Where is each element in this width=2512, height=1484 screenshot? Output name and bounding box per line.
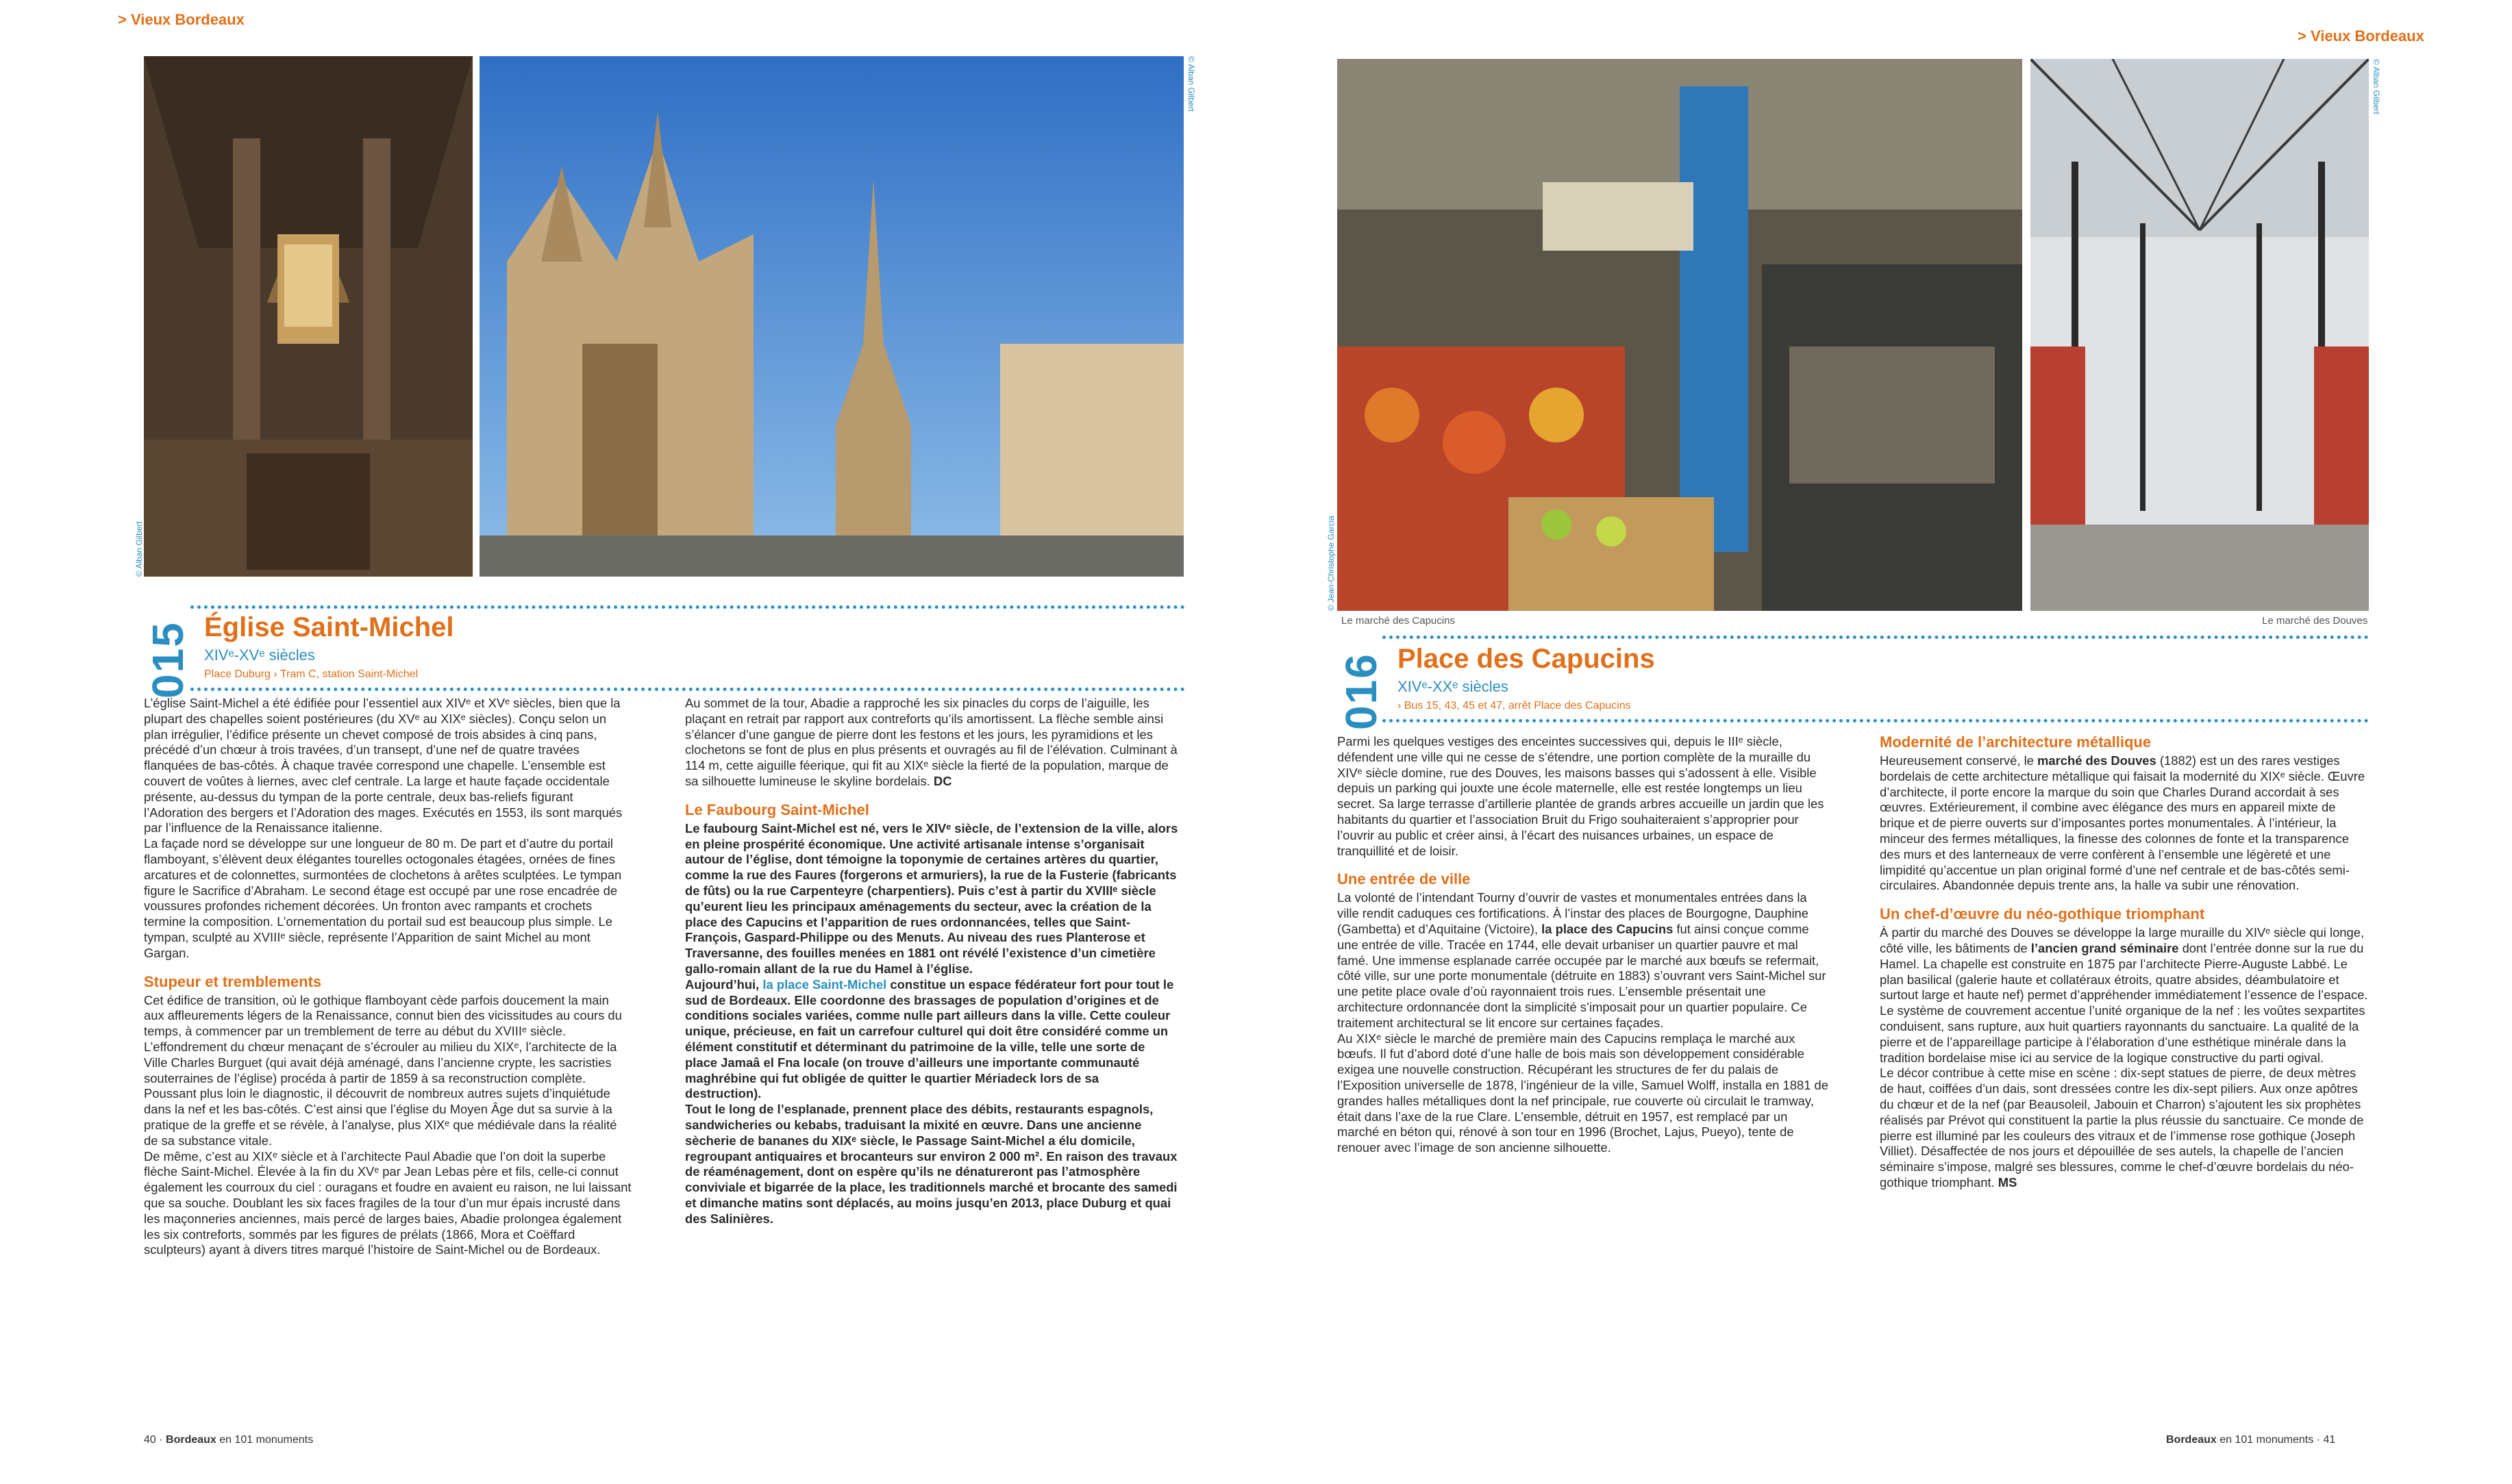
access-transport: › Tram C, station Saint-Michel — [270, 668, 419, 680]
entry-century-015: XIVᵉ-XVᵉ siècles — [204, 646, 315, 664]
dotted-rule-015-bottom — [190, 688, 1185, 691]
photo-church-interior — [144, 56, 473, 577]
entry-title-016: Place des Capucins — [1397, 644, 1655, 674]
credit-left-top: © Alban Gilbert — [1186, 56, 1196, 112]
entry015-subhead-2: Le Faubourg Saint-Michel — [685, 801, 869, 818]
entry016-text-2b: fut ainsi conçue comme une entrée de ville. Tracée en 1744, elle devait urbaniser un quartier pauvre et mal famé. Une immense esplanade carrée occupée par le marché aux bœufs se refermait, côté ville, sur une porte monumentale (détruite en 1883) s’ouvrant vers Saint-Michel sur une petite place ovale d’où rayonnaient trois rues. L’ensemble présentait une architecture ordonnancée dont la simplicité s’imposait pour un quartier populaire. Ce traitement architectural se lit encore sur certaines façades. Au XIXᵉ siècle le marché de première main des Capucins remplaça le marché aux bœufs. Il fut d’abord doté d’une halle de bois mais son développement considérable exigea une nouvelle construction. Récupérant les structures de fer du palais de l’Exposition universelle de 1878, l’ingénieur de la ville, Samuel Wolff, installa en 1881 de grandes halles métalliques dont la nef principale, rue couverte où circulait le tramway, était dans l’axe de la rue Clare. L’ensemble, détruit en 1957, est remplacé par un marché en béton qui, rénové à son tour en 1996 (Brochet, Lajus, Pueyo), tente de renouer avec l’image de son ancienne silhouette. — [1337, 921, 1828, 1155]
entry015-subhead-1: Stupeur et tremblements — [144, 972, 322, 990]
link-place-saint-michel[interactable]: la place Saint-Michel — [762, 977, 887, 992]
entry015-text-5a: Aujourd’hui, — [685, 977, 763, 992]
entry015-text-5b: constitue un espace fédérateur fort pour tout le sud de Bordeaux. Elle coordonne des brassages de population d’origines et de conditions sociales variées, comme nulle part ailleurs dans la ville. Cette couleur unique, précieuse, en fait un carrefour culturel qui doit être considéré comme un élément constitutif et déterminant du patrimoine de la ville, telle une sorte de place Jamaâ el Fna locale (on trouve d’ailleurs une importante communauté maghrébine qui fut obligée de quitter le quartier Mériadeck lors de sa destruction). Tout le long de l’esplanade, prennent place des débits, restaurants espagnols, sandwicheries ou kebabs, traduisant la mixité en œuvre. Dans une ancienne sècherie de bananes du XIXᵉ siècle, le Passage Saint-Michel a élu domicile, regroupant antiquaires et brocanteurs sur environ 2 000 m². En raison des travaux de réaménagement, dont on espère qu’ils ne dénatureront pas l’atmosphère conviviale et bigarrée de la place, les traditionnels marché et brocante des samedi et dimanche matins sont déplacés, au moins jusqu’en 2013, place Duburg et quai des Salinières. — [685, 977, 1178, 1226]
signature-dc: DC — [933, 773, 952, 788]
dotted-rule-016 — [1382, 636, 2369, 639]
entry016-subhead-1: Une entrée de ville — [1337, 870, 1471, 888]
entry016-grand-seminaire: l’ancien grand séminaire — [2030, 940, 2179, 955]
entry016-place-capucins: la place des Capucins — [1541, 921, 1674, 936]
entry016-text-4a: À partir du marché des Douves se développe la large muraille du XIVᵉ siècle qui longe, côté ville, les bâtiments de — [1880, 925, 2365, 955]
dotted-rule-016-bottom — [1382, 719, 2369, 722]
entry-access-015 — [204, 668, 418, 681]
page-number-left: 40 — [144, 1434, 156, 1446]
footer-right: Bordeaux en 101 monuments · 41 — [2166, 1434, 2336, 1446]
caption-douves: Le marché des Douves — [2262, 615, 2368, 627]
entry015-text-4: Le faubourg Saint-Michel est né, vers le XIVᵉ siècle, de l’extension de la ville, alors en pleine prospérité économique. Une activité artisanale intense s’organisait autour de l’église, dont témoigne la toponymie de certaines artères du quartier, comme la rue des Faures (forgerons et armuriers), la rue de la Fusterie (fabricants de fûts) ou la rue Carpenteyre (charpentiers). Puis c’est à partir du XVIIIᵉ siècle qu’eurent lieu les principaux aménagements du secteur, avec la création de la place des Capucins et l’apparition de rues ordonnancées, telles que Saint-François, Gaspard-Philippe ou des Menuts. Au niveau des rues Planterose et Traversanne, des fouilles menées en 1881 ont révélé l’existence d’un cimetière gallo-romain allant de la rue du Hamel à l’église. — [685, 820, 1178, 976]
credit-left-side: © Alban Gilbert — [134, 521, 144, 577]
access-place: Place Duburg — [204, 668, 271, 680]
entry-number-015: 015 — [143, 621, 192, 699]
entry016-text-intro: Parmi les quelques vestiges des enceintes successives qui, depuis le IIIᵉ siècle, défendent une ville qui ne cesse de s’étendre, une portion complète de la muraille du XIVᵉ siècle domine, rue des Douves, les maisons basses qui s’adossent à elle. Visible depuis un parking qui jouxte une école maternelle, elle est restée longtemps un lieu secret. Sa large terrasse d’artillerie plantée de grands arbres accueille un jardin que les habitants du quartier et l’association Bruit du Frigo souhaiteraient s’approprier pour l’ouvrir au public et créer ainsi, à l’écart des nuisances urbaines, un espace de tranquillité et de loisir. — [1337, 734, 1824, 858]
entry016-column-2 — [1880, 726, 2369, 1191]
entry-title-015: Église Saint-Michel — [204, 612, 454, 642]
footer-brand-left: Bordeaux — [166, 1434, 216, 1446]
caption-capucins: Le marché des Capucins — [1341, 615, 1455, 627]
entry-number-016: 016 — [1336, 653, 1386, 730]
entry015-text-5 — [685, 977, 1178, 1227]
entry016-text-3 — [1880, 753, 2369, 894]
running-head-left: > Vieux Bordeaux — [118, 11, 245, 28]
entry015-text-3-body: Au sommet de la tour, Abadie a rapproché les six pinacles du corps de l’aiguille, les plaçant en retrait par rapport aux contreforts qu’ils amortissent. La flèche semble ainsi s’élancer d’une gangue de pierre dont les festons et les jours, les pyramidions et les clochetons se font de plus en plus présents et ouvragés au fil de l’élévation. Culminant à 114 m, cette aiguille féerique, qui fit au XIXᵉ siècle la fierté de la population, marque de sa silhouette lumineuse le skyline bordelais. — [685, 696, 1178, 788]
entry016-text-2 — [1337, 890, 1829, 1156]
photo-marche-douves — [2030, 59, 2369, 611]
entry016-text-3b: (1882) est un des rares vestiges bordelais de cette architecture métallique qui faisait la modernité du XIXᵉ siècle. Œuvre d’architecte, il porte encore la marque du soin que Charles Durand accordait à ses œuvres. Extérieurement, il combine avec élégance des murs en appareil mixte de brique et de pierre ouverts sur d’imposantes portes monumentales. À l’intérieur, la minceur des fermes métalliques, la finesse des colonnes de fonte et la transparence des murs et des lanterneaux de verre confèrent à l’ensemble une légèreté et une limpidité qu’accentue un plan original formé d’une nef centrale et de bas-côtés semi-circulaires. Abandonnée depuis trente ans, la halle va subir une rénovation. — [1880, 753, 2365, 893]
entry-access-016: › Bus 15, 43, 45 et 47, arrêt Place des Capucins — [1397, 700, 1631, 712]
entry015-text-2: Cet édifice de transition, où le gothique flamboyant cède parfois doucement la main aux affleurements légers de la Renaissance, connut bien des vicissitudes au cours du temps, à commencer par un tremblement de terre au début du XVIIIᵉ siècle. L’effondrement du chœur menaçant de s’écrouler au milieu du XIXᵉ, l’architecte de la Ville Charles Burguet (qui avait déjà aménagé, dans l’ancienne crypte, les sacristies souterraines de l’église) procéda à partir de 1859 à sa reconstruction complète. Poussant plus loin le diagnostic, il découvrit de nombreux autres sujets d’inquiétude dans la nef et les bas-côtés. C’est ainsi que l’église du Moyen Âge dut sa survie à la pratique de la greffe et se révèle, à l’analyse, plus XIXᵉ que médiévale dans la réalité de sa substance vitale. De même, c’est au XIXᵉ siècle et à l’architecte Paul Abadie que l’on doit la superbe flèche Saint-Michel. Élevée à la fin du XVᵉ par Jean Lebas père et fils, celle-ci connut également les courroux du ciel : ouragans et foudre en avaient eu raison, ne lui laissant que sa souche. Doublant les six faces fragiles de la tour d’un mur épais incrusté dans les maçonneries anciennes, mais percé de larges baies, Abadie prolongea également les six contreforts, sommés par les figures de prélats (1866, Mora et Coëffard sculpteurs) ayant à divers titres marqué l’histoire de Saint-Michel ou de Bordeaux. — [144, 992, 632, 1257]
dotted-rule-015 — [190, 605, 1185, 609]
entry016-text-4b: dont l’entrée donne sur la rue du Hamel. La chapelle est construite en 1875 par l’architecte Pierre-Auguste Labbé. Le plan basilical (galerie haute et collatéraux étroits, quatre absides, déambulatoire et surtout large et haute nef) permet d’appréhender immédiatement l’essence de l’espace. Le système de couvrement accentue l’unité organique de la nef : les voûtes sexpartites conduisent, sans rupture, aux huit quartiers rayonnants du sanctuaire. La qualité de la pierre et de l’appareillage participe à l’élaboration d’une esthétique minérale dans la tradition bordelaise mise ici au service de la logique constructive du parti ogival. Le décor contribue à cette mise en scène : dix-sept statues de pierre, de deux mètres de haut, coiffées d’un dais, sont dressées contre les dix-sept piliers. Aux onze apôtres du chœur et de la nef (par Beausoleil, Jabouin et Charron) s’ajoutent les six prophètes réalisés par Prévot qui constituent la partie la plus réussie du sanctuaire. Ce monde de pierre est illuminé par les couleurs des vitraux et de l’immense rose gothique (Joseph Villiet). Désaffectée de nos jours et dépouillée de ses autels, la chapelle de l’ancien séminaire s’impose, malgré ses blessures, comme le chef-d’œuvre bordelais du néo-gothique triomphant. — [1880, 940, 2368, 1190]
running-head-right: > Vieux Bordeaux — [2298, 27, 2424, 45]
footer-left: 40 · Bordeaux en 101 monuments — [144, 1434, 314, 1446]
entry016-column-1 — [1337, 734, 1829, 1156]
entry015-column-2 — [685, 696, 1178, 1227]
signature-ms: MS — [1998, 1174, 2017, 1190]
entry016-subhead-3: Un chef-d’œuvre du néo-gothique triomphant — [1880, 905, 2205, 923]
credit-right-top: © Alban Gilbert — [2372, 59, 2381, 114]
entry015-text-3 — [685, 696, 1178, 790]
footer-brand-right: Bordeaux — [2166, 1434, 2217, 1446]
entry-century-016: XIVᵉ-XXᵉ siècles — [1397, 678, 1508, 695]
entry016-text-3a: Heureusement conservé, le — [1880, 753, 2037, 768]
footer-rest-left: en 101 monuments — [216, 1434, 314, 1446]
entry015-column-1 — [144, 696, 632, 1258]
entry016-subhead-2: Modernité de l’architecture métallique — [1880, 733, 2152, 751]
entry016-text-2a: La volonté de l’intendant Tourny d’ouvrir de vastes et monumentales entrées dans la ville rendit caduques ces fortifications. À l’instar des places de Bourgogne, Dauphine (Gambetta) et d’Aquitaine (Victoire), — [1337, 890, 1809, 936]
entry015-text-intro: L’église Saint-Michel a été édifiée pour l’essentiel aux XIVᵉ et XVᵉ siècles, bien que la plupart des chapelles soient postérieures (du XVᵉ au XIXᵉ siècles). Conçu selon un plan irrégulier, l’édifice présente un chevet composé de trois absides à cinq pans, précédé d’un chœur à trois travées, d’un transept, d’une nef de quatre travées flanquées de bas-côtés. À chaque travée correspond une chapelle. L’ensemble est couvert de voûtes à liernes, avec clef centrale. La large et haute façade occidentale présente, au-dessus du tympan de la porte centrale, deux bas-reliefs figurant l’Adoration des bergers et l’Adoration des mages. Exécutés en 1553, ils sont marqués par l’influence de la Renaissance italienne. La façade nord se développe sur une longueur de 80 m. De part et d’autre du portail flamboyant, s’élèvent deux élégantes tourelles octogonales étagées, ornées de fines arcatures et de colonnettes, surmontées de clochetons à arêtes sculptées. Le tympan figure le Sacrifice d’Abraham. Le second étage est occupé par une rose encadrée de voussures profondes richement décorées. Un fronton avec rampants et crochets termine la composition. L’ornementation du portail sud est beaucoup plus simple. Le tympan, sculpté au XVIIIᵉ siècle, représente l’Apparition de saint Michel au mont Gargan. — [144, 696, 623, 960]
photo-marche-capucins — [1337, 59, 2022, 611]
footer-rest-right: en 101 monuments — [2216, 1434, 2314, 1446]
page-number-right: 41 — [2323, 1434, 2336, 1446]
entry016-text-4 — [1880, 925, 2369, 1191]
credit-right-side: © Jean-Christophe Garcia — [1326, 516, 1336, 611]
photo-church-exterior — [480, 56, 1184, 577]
entry016-marche-douves: marché des Douves — [2037, 753, 2156, 768]
